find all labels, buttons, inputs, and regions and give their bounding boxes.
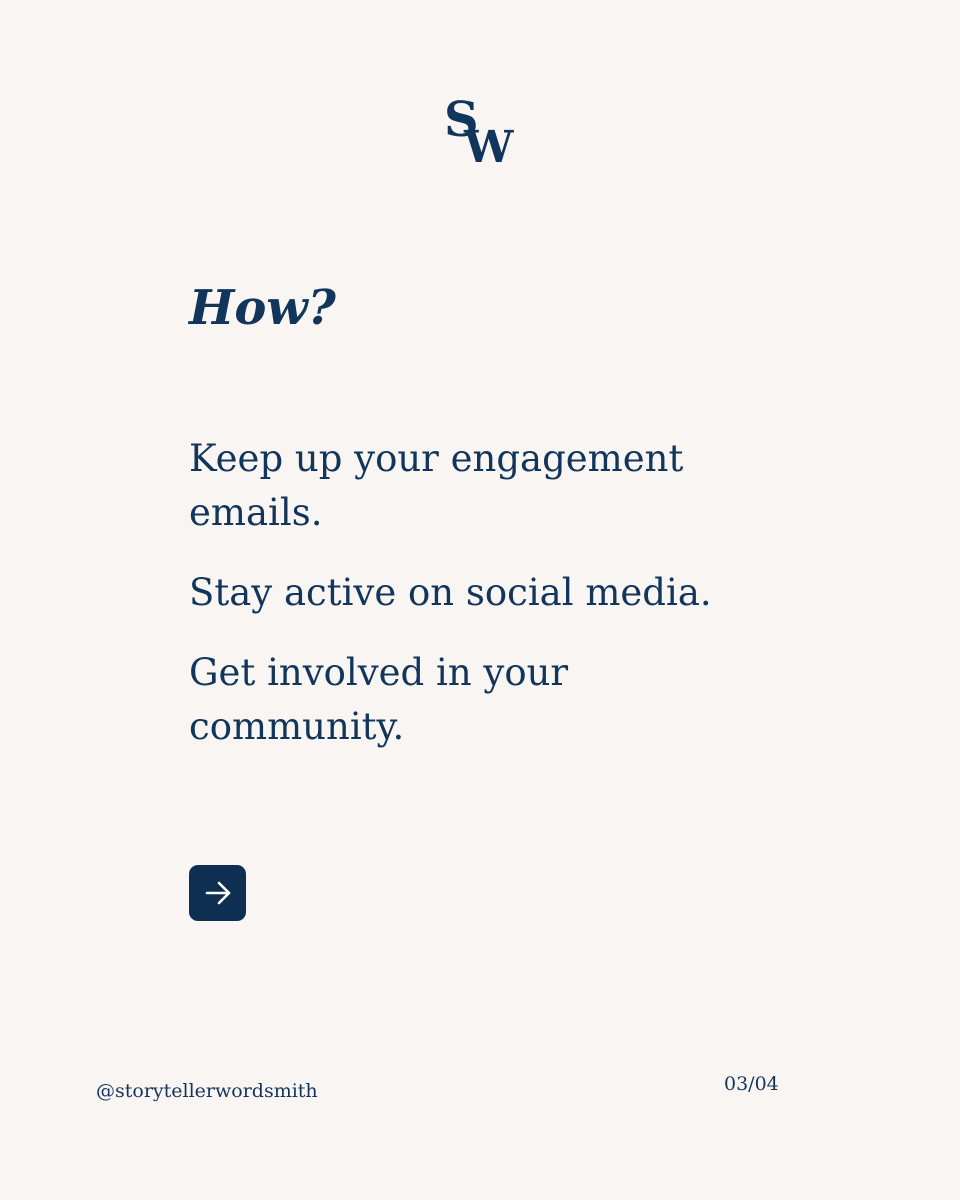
logo-letter-s: S bbox=[444, 92, 479, 148]
next-slide-button[interactable] bbox=[189, 865, 246, 921]
line-social-media: Stay active on social media. bbox=[189, 571, 712, 614]
content-lines bbox=[189, 432, 749, 780]
brand-logo bbox=[440, 92, 524, 176]
line-community: Get involved in your community. bbox=[189, 651, 569, 748]
page-heading: How? bbox=[189, 280, 336, 336]
line-engagement-emails: Keep up your engagement emails. bbox=[189, 437, 684, 534]
logo-letter-w: W bbox=[464, 122, 514, 173]
page-indicator: 03/04 bbox=[724, 1073, 779, 1095]
account-handle: @storytellerwordsmith bbox=[96, 1080, 318, 1102]
arrow-right-icon bbox=[203, 878, 233, 908]
